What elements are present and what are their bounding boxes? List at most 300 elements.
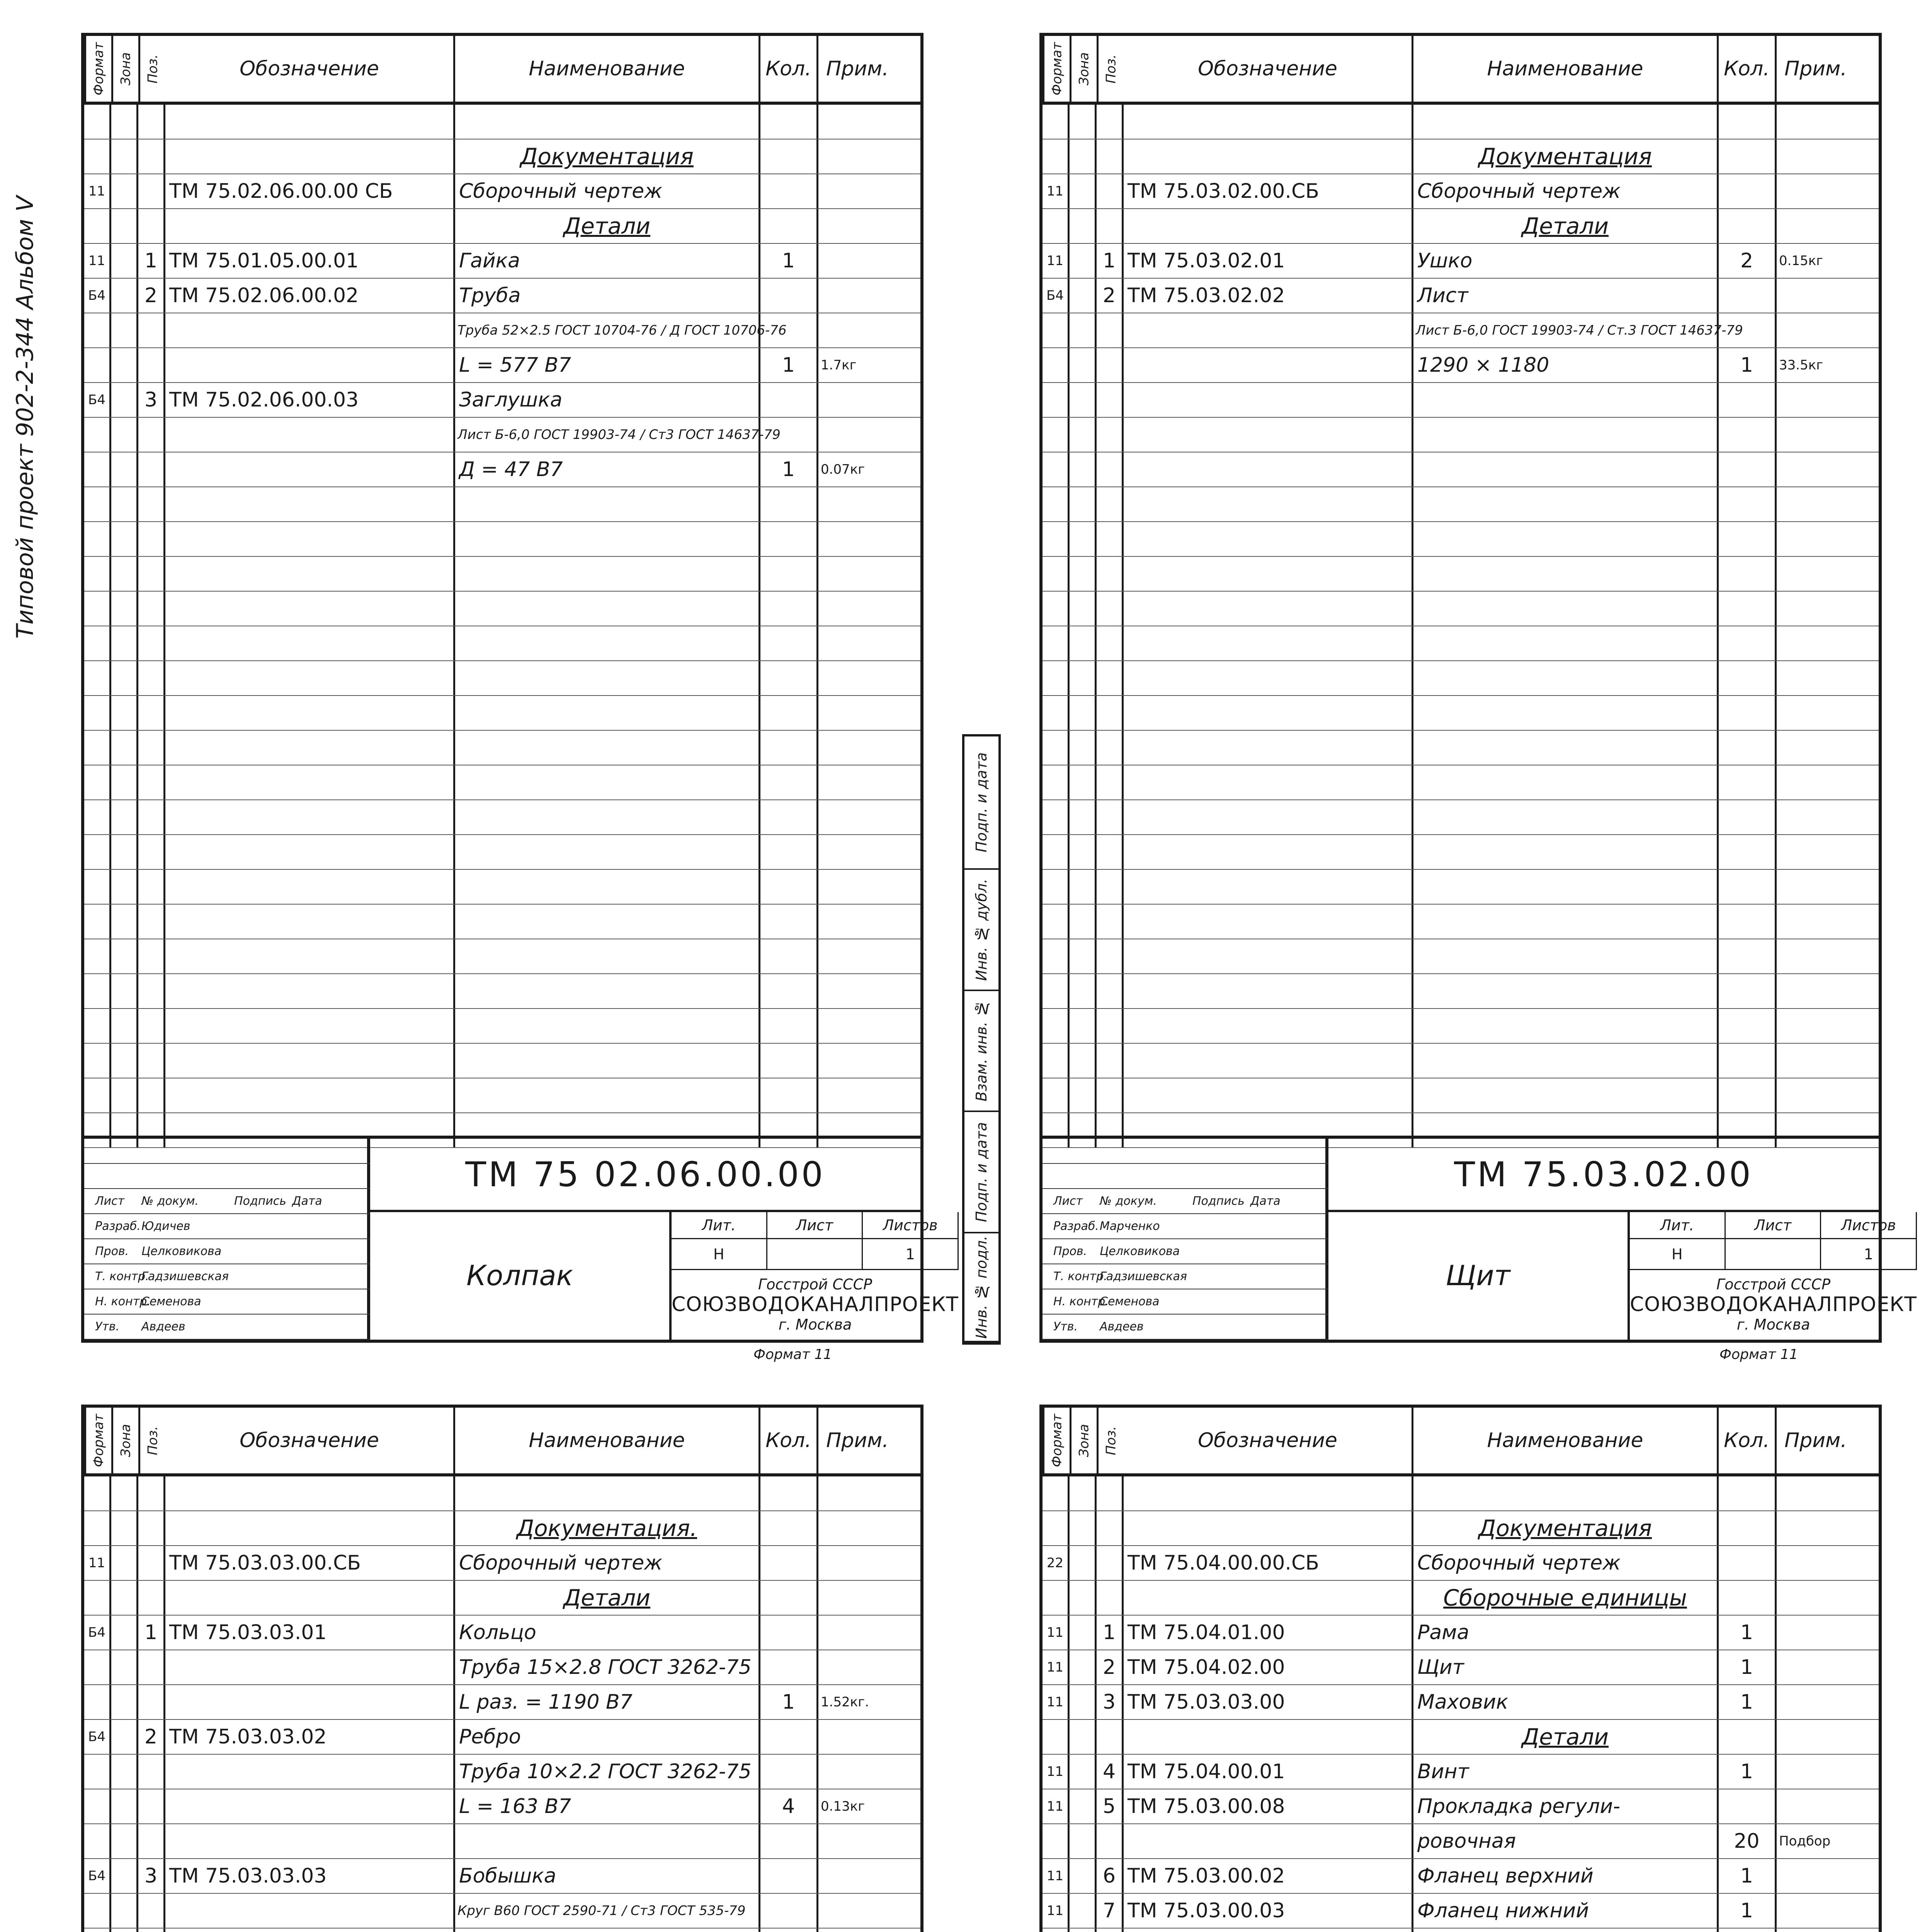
cell-name: Детали [455,209,760,243]
cell-zone [111,557,138,591]
spec-row [1043,1824,1879,1859]
cell-note [1777,592,1855,626]
cell-zone [1070,1044,1097,1078]
cell-format: Б4 [84,1616,111,1650]
cell-format [1043,626,1070,660]
cell-designation [1124,348,1413,382]
spec-row [1043,592,1879,626]
cell-designation [1124,870,1413,904]
cell-format [1043,1009,1070,1043]
cell-zone [111,418,138,452]
cell-zone [1070,174,1097,208]
cell-qty [760,696,818,730]
cell-zone [111,1824,138,1858]
cell-format: 11 [1043,1755,1070,1789]
sidebar-label: Подп. и дата [973,752,990,852]
spec-header-row [84,36,920,105]
cell-name: Труба 15×2.8 ГОСТ 3262-75 [455,1650,760,1684]
cell-format: Б4 [84,383,111,417]
cell-zone [1070,1894,1097,1928]
cell-position [138,835,165,869]
signature-row [84,1264,370,1289]
sig-sign-label: Подпись [1192,1194,1245,1208]
cell-designation: ТМ 75.03.03.03 [165,1859,455,1893]
cell-qty [760,522,818,556]
cell-zone [1070,1859,1097,1893]
cell-zone [1070,939,1097,973]
cell-note [818,800,896,834]
cell-zone [111,174,138,208]
cell-zone [1070,313,1097,347]
spec-row [1043,139,1879,174]
spec-row [84,244,920,279]
cell-format [1043,557,1070,591]
cell-designation [1124,765,1413,799]
sheets-label: Листов [863,1212,959,1238]
cell-format [1043,1078,1070,1112]
cell-designation [165,1824,455,1858]
cell-note [1777,835,1855,869]
lit-sheet-values [1630,1239,1917,1270]
sig-role: Пров. [1053,1245,1087,1258]
cell-note [818,870,896,904]
cell-qty [760,626,818,660]
cell-qty [760,1894,818,1928]
cell-note [818,731,896,765]
sheet-label: Лист [1726,1212,1821,1238]
cell-position: 1 [1097,1616,1124,1650]
cell-name [1413,1929,1719,1932]
cell-name: Рама [1413,1616,1719,1650]
cell-format: 11 [1043,1789,1070,1823]
cell-designation [165,1685,455,1719]
spec-row [1043,905,1879,939]
cell-note: 0.15кг [1779,253,1823,269]
cell-format [1043,974,1070,1008]
signature-row [1043,1264,1328,1289]
cell-name: Сборочный чертеж [455,174,760,208]
cell-position [138,1546,165,1580]
cell-name [1413,765,1719,799]
cell-zone [1070,139,1097,173]
cell-note [818,1929,896,1932]
cell-qty [760,1044,818,1078]
cell-note [818,1755,896,1789]
cell-note: 33.5кг [1779,357,1823,373]
cell-designation: ТМ 75.03.03.02 [165,1720,455,1754]
spec-header-row [1043,1408,1879,1476]
cell-name [455,626,760,660]
signature-row [84,1315,370,1340]
cell-designation: ТМ 75.03.00.08 [1124,1789,1413,1823]
cell-note [818,313,896,347]
cell-position: 2 [138,1720,165,1754]
cell-name [455,696,760,730]
org-line2: СОЮЗВОДОКАНАЛПРОЕКТ [1630,1293,1917,1316]
cell-name: Сборочные единицы [1413,1581,1719,1615]
sig-person: Семенова [1100,1295,1160,1308]
cell-note [818,1009,896,1043]
cell-qty: 1 [1719,1755,1777,1789]
org-line1: Госстрой СССР [1716,1276,1831,1293]
header-qty: Кол. [1719,36,1777,102]
header-note: Прим. [826,1429,889,1452]
cell-name: Заглушка [455,383,760,417]
cell-format [84,1755,111,1789]
cell-note [818,1824,896,1858]
cell-designation [165,522,455,556]
cell-designation [1124,1009,1413,1043]
cell-designation [165,800,455,834]
cell-name [455,1044,760,1078]
spec-sheet-2 [1039,33,1917,1343]
cell-name: Круг В60 ГОСТ 2590-71 / Ст3 ГОСТ 535-79 [455,1894,760,1928]
cell-zone [111,313,138,347]
cell-zone [111,1476,138,1510]
cell-designation [165,592,455,626]
cell-position [138,209,165,243]
cell-name [455,939,760,973]
spec-row [1043,1720,1879,1755]
spec-row [1043,1929,1879,1932]
cell-note: 1.7кг [821,357,857,373]
cell-format [84,139,111,173]
cell-name [1413,1044,1719,1078]
cell-zone [111,1894,138,1928]
title-block-signatures [84,1139,370,1340]
cell-qty [760,105,818,139]
cell-designation: ТМ 75.02.06.00.02 [165,279,455,313]
spec-row [1043,626,1879,661]
cell-name: L = 577 В7 [455,348,760,382]
cell-name [455,835,760,869]
cell-format: 22 [1043,1546,1070,1580]
cell-designation: ТМ 75.01.05.00.01 [165,244,455,278]
spec-row [1043,800,1879,835]
sig-role: Н. контр. [1053,1295,1109,1308]
cell-zone [1070,905,1097,939]
header-format: Формат [1043,1408,1070,1473]
lit-sheet-header [672,1212,959,1239]
lit-value: Н [672,1239,767,1269]
cell-format [1043,1581,1070,1615]
cell-zone [111,974,138,1008]
cell-note [818,1476,896,1510]
cell-qty [1719,1546,1777,1580]
spec-row [84,765,920,800]
cell-format: 11 [1043,1894,1070,1928]
cell-name: Сборочный чертеж [1413,174,1719,208]
organization [672,1270,959,1340]
header-pos: Поз. [138,1408,165,1473]
header-designation: Обозначение [1124,1408,1413,1473]
cell-position [1097,522,1124,556]
spec-row [84,1581,920,1616]
title-block-org [672,1212,959,1340]
cell-zone [111,1581,138,1615]
cell-zone [111,279,138,313]
cell-qty [1719,313,1777,347]
header-zone: Зона [111,1408,138,1473]
header-designation: Обозначение [1124,36,1413,102]
spec-row [1043,383,1879,418]
cell-position [1097,452,1124,486]
cell-name: Труба 52×2.5 ГОСТ 10704-76 / Д ГОСТ 10706-76 [455,313,760,347]
cell-zone [1070,1755,1097,1789]
cell-format [84,1009,111,1043]
spec-row [84,209,920,244]
cell-position [1097,1546,1124,1580]
cell-zone [111,244,138,278]
cell-position [1097,313,1124,347]
cell-position [138,905,165,939]
cell-note [818,1546,896,1580]
cell-qty [760,1616,818,1650]
cell-zone [111,835,138,869]
cell-position [1097,939,1124,973]
cell-zone [111,209,138,243]
header-zone: Зона [1070,1408,1097,1473]
cell-name [1413,731,1719,765]
cell-designation [1124,1476,1413,1510]
sig-list-label: Лист [95,1194,125,1208]
spec-row [1043,452,1879,487]
cell-position [138,731,165,765]
cell-position [138,1009,165,1043]
header-name: Наименование [455,1408,760,1473]
cell-designation [165,1894,455,1928]
cell-qty [760,1078,818,1112]
spec-row [1043,244,1879,279]
cell-zone [1070,765,1097,799]
cell-name: Гайка [455,244,760,278]
header-pos: Поз. [138,36,165,102]
cell-qty [760,1650,818,1684]
cell-position [1097,1511,1124,1545]
spec-row [84,522,920,557]
cell-qty: 1 [760,244,818,278]
cell-name: ровочная [1413,1824,1719,1858]
cell-note [1777,105,1855,139]
cell-designation [1124,974,1413,1008]
cell-qty [760,974,818,1008]
cell-format: 11 [1043,1859,1070,1893]
cell-position [138,348,165,382]
cell-format [84,418,111,452]
cell-designation [165,765,455,799]
cell-note [1777,1009,1855,1043]
spec-row [1043,835,1879,870]
cell-zone [1070,557,1097,591]
header-name: Наименование [1413,1408,1719,1473]
sig-date-label: Дата [1250,1194,1281,1208]
cell-format [84,105,111,139]
spec-row [84,870,920,905]
cell-name [1413,1009,1719,1043]
document-name: Щит [1328,1212,1630,1340]
cell-position [1097,696,1124,730]
cell-designation [165,1650,455,1684]
spec-row [1043,1581,1879,1616]
cell-name: Детали [455,1581,760,1615]
cell-name: L = 163 В7 [455,1789,760,1823]
header-note: Прим. [1784,57,1847,80]
cell-qty [760,905,818,939]
cell-designation [165,939,455,973]
cell-format [1043,765,1070,799]
header-zone: Зона [1070,36,1097,102]
cell-name: Ребро [455,1720,760,1754]
cell-qty [1719,418,1777,452]
cell-format [84,1476,111,1510]
cell-name [455,731,760,765]
cell-zone [1070,1720,1097,1754]
cell-name [1413,974,1719,1008]
cell-name [455,800,760,834]
title-block [1043,1136,1917,1340]
spec-row [1043,870,1879,905]
cell-note [818,1044,896,1078]
cell-designation: ТМ 75.03.02.00.СБ [1124,174,1413,208]
cell-note [1777,557,1855,591]
cell-zone [111,1078,138,1112]
cell-qty: 1 [1719,348,1777,382]
cell-position [1097,626,1124,660]
spec-row [1043,313,1879,348]
cell-position [138,800,165,834]
sig-person: Авдеев [141,1320,185,1333]
cell-position [1097,905,1124,939]
cell-zone [1070,1650,1097,1684]
sheet-label: Лист [767,1212,863,1238]
cell-qty: 1 [1719,1859,1777,1893]
cell-note [1777,209,1855,243]
cell-format [84,661,111,695]
cell-note [1777,522,1855,556]
cell-designation [165,1009,455,1043]
cell-position: 1 [138,244,165,278]
cell-position [1097,383,1124,417]
cell-designation [1124,626,1413,660]
cell-format: 11 [1043,244,1070,278]
cell-qty [760,1824,818,1858]
header-pos: Поз. [1097,1408,1124,1473]
cell-designation: ТМ 75.03.03.00.СБ [165,1546,455,1580]
spec-row [1043,279,1879,313]
cell-designation: ТМ 75.03.03.01 [165,1616,455,1650]
cell-name: Прокладка регули- [1413,1789,1719,1823]
spec-row [1043,1546,1879,1581]
sig-person: Семенова [141,1295,201,1308]
spec-row [1043,1511,1879,1546]
cell-name [1413,557,1719,591]
title-block-org [1630,1212,1917,1340]
cell-zone [1070,452,1097,486]
cell-designation [1124,418,1413,452]
cell-position [138,313,165,347]
header-zone: Зона [111,36,138,102]
cell-zone [1070,348,1097,382]
header-note: Прим. [826,57,889,80]
cell-designation: ТМ 75.02.06.00.00 СБ [165,174,455,208]
cell-designation [1124,452,1413,486]
cell-format [1043,696,1070,730]
cell-qty [760,1009,818,1043]
cell-position [138,522,165,556]
cell-position [138,592,165,626]
cell-designation [165,661,455,695]
cell-format [84,557,111,591]
cell-note [1777,1476,1855,1510]
cell-qty [760,1929,818,1932]
cell-zone [111,1546,138,1580]
signature-row [84,1164,370,1189]
cell-designation: ТМ 75.04.00.01 [1124,1755,1413,1789]
cell-position [1097,487,1124,521]
cell-name [455,557,760,591]
spec-row [84,174,920,209]
cell-position: 2 [138,279,165,313]
cell-designation [165,557,455,591]
lit-value: Н [1630,1239,1726,1269]
cell-qty: 20 [1719,1824,1777,1858]
cell-qty [760,731,818,765]
cell-zone [1070,522,1097,556]
sig-ndoc-label: № докум. [1100,1194,1157,1208]
cell-note [818,279,896,313]
cell-name: Бобышка [455,1859,760,1893]
spec-sheet-4 [1039,1405,1882,1932]
title-block-bottom [370,1212,959,1340]
cell-format: 11 [84,1546,111,1580]
cell-designation [1124,383,1413,417]
cell-qty [1719,522,1777,556]
sidebar-label: Инв. № дубл. [973,878,990,981]
document-code: ТМ 75.03.02.00 [1328,1139,1879,1212]
cell-note [1777,1616,1855,1650]
cell-designation [1124,592,1413,626]
spec-row [1043,105,1879,139]
cell-note [818,487,896,521]
cell-qty [760,1755,818,1789]
cell-qty [1719,452,1777,486]
cell-note [1777,974,1855,1008]
cell-position [1097,1476,1124,1510]
cell-designation [1124,209,1413,243]
cell-format [1043,731,1070,765]
cell-position [138,1511,165,1545]
spec-row [1043,731,1879,765]
cell-name [455,765,760,799]
cell-position [1097,592,1124,626]
cell-designation [165,1929,455,1932]
spec-row [84,731,920,765]
cell-format [84,939,111,973]
cell-position [1097,731,1124,765]
cell-name [1413,870,1719,904]
cell-zone [111,626,138,660]
cell-format [1043,522,1070,556]
cell-zone [111,1720,138,1754]
sig-date-label: Дата [292,1194,322,1208]
cell-designation [165,313,455,347]
document-code: ТМ 75 02.06.00.00 [370,1139,920,1212]
cell-name [455,905,760,939]
cell-format [84,209,111,243]
cell-zone [1070,279,1097,313]
sheet-value [767,1239,863,1269]
cell-qty [1719,800,1777,834]
